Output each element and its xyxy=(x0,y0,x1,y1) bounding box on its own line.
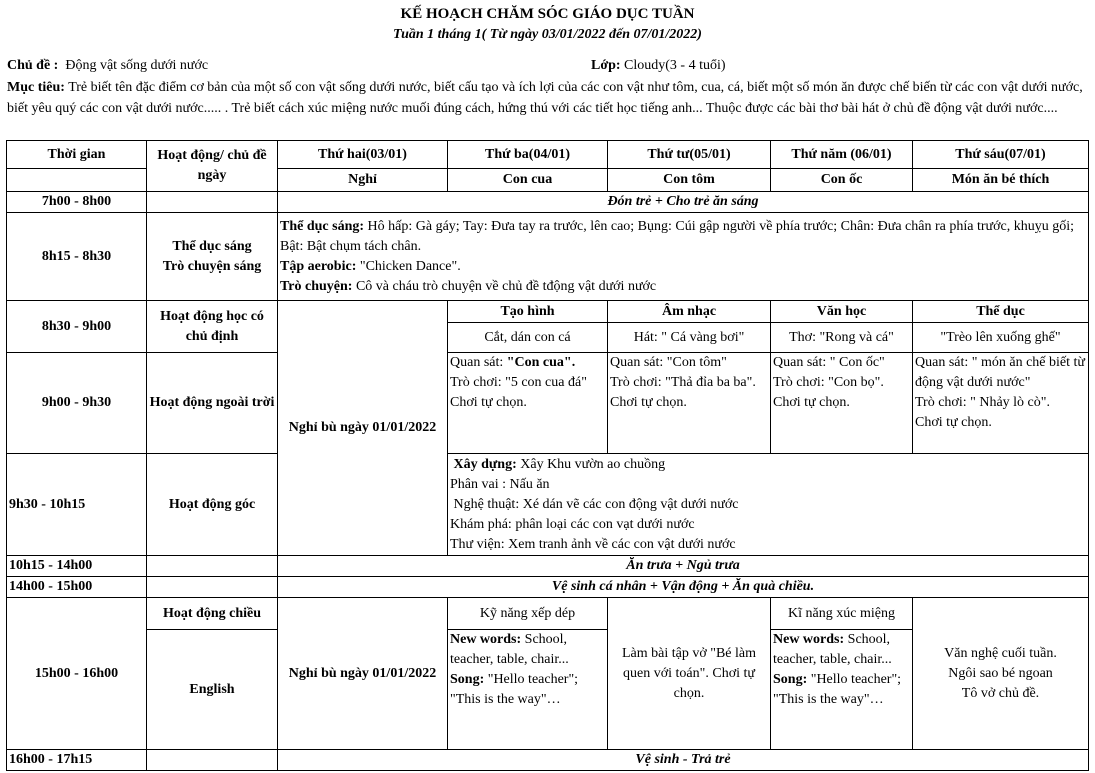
build-label: Xây dựng: xyxy=(453,456,517,472)
activity-label: Hoạt động góc xyxy=(147,454,278,556)
empty-cell xyxy=(147,577,278,598)
free-play-line: Chơi tự chọn. xyxy=(610,395,687,410)
song-text: "Hello teacher"; "This is the way"… xyxy=(450,672,579,707)
skill-cell: Kĩ năng xúc miệng xyxy=(771,598,913,630)
day-topic: Nghỉ xyxy=(278,169,448,192)
talk-text: Cô và cháu trò chuyện về chủ đề tđộng vật dưới nước xyxy=(355,278,657,294)
friday-line: Ngôi sao bé ngoan xyxy=(948,665,1053,681)
plan-title: KẾ HOẠCH CHĂM SÓC GIÁO DỤC TUẦN xyxy=(400,6,695,22)
class-label: Lớp: xyxy=(591,58,621,73)
class-line xyxy=(591,58,726,74)
time-cell: 8h15 - 8h30 xyxy=(7,213,147,301)
english-tuesday xyxy=(448,630,608,750)
build-text: Xây Khu vườn ao chuồng xyxy=(520,456,666,472)
topic-line xyxy=(7,58,208,74)
time-cell: 14h00 - 15h00 xyxy=(7,577,147,598)
aerobic-label: Tập aerobic: xyxy=(280,258,357,274)
game-line: Trò chơi: "5 con cua đá" xyxy=(450,375,587,390)
lunch-row: Ăn trưa + Ngủ trưa xyxy=(278,556,1089,577)
activity-label: Trò chuyện sáng xyxy=(162,258,262,274)
activity-label: English xyxy=(147,630,278,750)
lesson-cell: "Trèo lên xuống ghế" xyxy=(913,323,1089,353)
subject-cell: Thể dục xyxy=(913,301,1089,323)
time-cell: 8h30 - 9h00 xyxy=(7,301,147,353)
day-header: Thứ năm (06/01) xyxy=(771,141,913,169)
time-cell: 16h00 - 17h15 xyxy=(7,750,147,771)
outdoor-thursday xyxy=(771,353,913,454)
lesson-cell: Hát: " Cá vàng bơi" xyxy=(608,323,771,353)
aerobic-text: "Chicken Dance". xyxy=(359,258,461,274)
day-header: Thứ tư(05/01) xyxy=(608,141,771,169)
exercise-label: Thể dục sáng: xyxy=(280,218,365,234)
topic-value: Động vật sống dưới nước xyxy=(65,58,209,73)
header-time: Thời gian xyxy=(7,141,147,169)
friday-afternoon xyxy=(913,598,1089,750)
free-play-line: Chơi tự chọn. xyxy=(450,395,527,410)
friday-line: Văn nghệ cuối tuần. xyxy=(944,645,1057,661)
song-label: Song: xyxy=(773,672,808,687)
header-activity: Hoạt động/ chủ đề ngày xyxy=(147,141,278,192)
day-topic: Món ăn bé thích xyxy=(913,169,1089,192)
new-words-text: School, teacher, table, chair... xyxy=(450,632,569,667)
morning-exercise-details xyxy=(278,213,1089,301)
day-topic: Con ốc xyxy=(771,169,913,192)
corner-line: Phân vai : Nấu ăn xyxy=(450,476,550,492)
empty-cell xyxy=(147,556,278,577)
talk-label: Trò chuyện: xyxy=(280,278,353,294)
day-topic: Con tôm xyxy=(608,169,771,192)
obs-line: Quan sát: " Con ốc" xyxy=(773,355,885,370)
activity-label: Hoạt động chiều xyxy=(147,598,278,630)
goal-label: Mục tiêu: xyxy=(7,80,65,95)
free-play-line: Chơi tự chọn. xyxy=(773,395,850,410)
holiday-cell: Nghỉ bù ngày 01/01/2022 xyxy=(278,301,448,556)
goal-text: Trẻ biết tên đặc điểm cơ bản của một số con vật sống dưới nước, biết cấu tạo và ích lợi của các con vật như tôm, cua, cá, biết một số món ăn được chế biến từ các con vật dưới nước, biết yêu quý các con vật dưới nước..... . Trẻ biết cách xúc miệng nước muối đúng cách, hứng thú với các tiết học tiếng anh... Thuộc được các bài thơ bài hát ở chủ đề động vật dưới nước.... xyxy=(7,80,1083,116)
afternoon-care-row: Vệ sinh cá nhân + Vận động + Ăn quà chiều. xyxy=(278,577,1089,598)
english-thursday xyxy=(771,630,913,750)
empty-cell xyxy=(7,169,147,192)
time-cell: 9h30 - 10h15 xyxy=(7,454,147,556)
time-cell: 10h15 - 14h00 xyxy=(7,556,147,577)
corner-activity-details xyxy=(448,454,1089,556)
obs-line: Quan sát: "Con tôm" xyxy=(610,355,727,370)
new-words-text: School, teacher, table, chair... xyxy=(773,632,892,667)
activity-label: Hoạt động ngoài trời xyxy=(147,353,278,454)
corner-line: Nghệ thuật: Xé dán vẽ các con động vật dưới nước xyxy=(453,496,739,512)
lesson-cell: Thơ: "Rong và cá" xyxy=(771,323,913,353)
corner-line: Khám phá: phân loại các con vạt dưới nước xyxy=(450,516,695,532)
song-label: Song: xyxy=(450,672,485,687)
game-line: Trò chơi: " Nhảy lò cò". xyxy=(915,395,1050,410)
activity-label: Thể dục sáng xyxy=(172,238,252,254)
wednesday-afternoon: Làm bài tập vở "Bé làm quen với toán". Chơi tự chọn. xyxy=(608,598,771,750)
subject-cell: Âm nhạc xyxy=(608,301,771,323)
day-header: Thứ ba(04/01) xyxy=(448,141,608,169)
outdoor-tuesday xyxy=(448,353,608,454)
obs-line: Quan sát: " món ăn chế biết từ động vật dưới nước" xyxy=(915,355,1085,390)
empty-cell xyxy=(147,750,278,771)
obs-value: "Con cua". xyxy=(506,355,576,370)
time-cell: 7h00 - 8h00 xyxy=(7,192,147,213)
weekly-plan-table xyxy=(6,140,1089,771)
outdoor-friday xyxy=(913,353,1089,454)
obs-label: Quan sát: xyxy=(450,355,504,370)
class-value: Cloudy(3 - 4 tuổi) xyxy=(624,58,726,73)
day-header: Thứ hai(03/01) xyxy=(278,141,448,169)
subject-cell: Văn học xyxy=(771,301,913,323)
pickup-row: Vệ sinh - Trả trẻ xyxy=(278,750,1089,771)
subject-cell: Tạo hình xyxy=(448,301,608,323)
activity-label: Hoạt động học có chủ định xyxy=(147,301,278,353)
skill-cell: Kỹ năng xếp dép xyxy=(448,598,608,630)
day-header: Thứ sáu(07/01) xyxy=(913,141,1089,169)
game-line: Trò chơi: "Thả đỉa ba ba". xyxy=(610,375,756,390)
corner-line: Thư viện: Xem tranh ảnh về các con vật dưới nước xyxy=(450,536,736,552)
free-play-line: Chơi tự chọn. xyxy=(915,415,992,430)
new-words-label: New words: xyxy=(450,632,522,647)
day-topic: Con cua xyxy=(448,169,608,192)
topic-label: Chủ đề : xyxy=(7,58,59,73)
outdoor-wednesday xyxy=(608,353,771,454)
song-text: "Hello teacher"; "This is the way"… xyxy=(773,672,902,707)
holiday-cell: Nghỉ bù ngày 01/01/2022 xyxy=(278,598,448,750)
game-line: Trò chơi: "Con bọ". xyxy=(773,375,884,390)
exercise-text: Hô hấp: Gà gáy; Tay: Đưa tay ra trước, lên cao; Bụng: Cúi gập người về phía trước; Chân: Đưa chân ra phía trước, khuỵu gối; Bật: Bật chụm tách chân. xyxy=(280,218,1074,254)
new-words-label: New words: xyxy=(773,632,845,647)
lesson-cell: Cắt, dán con cá xyxy=(448,323,608,353)
plan-subtitle: Tuần 1 tháng 1( Từ ngày 03/01/2022 đến 07/01/2022) xyxy=(393,27,702,42)
friday-line: Tô vở chủ đề. xyxy=(961,685,1040,701)
empty-cell xyxy=(147,192,278,213)
goal-paragraph xyxy=(7,78,1087,119)
welcome-row: Đón trẻ + Cho trẻ ăn sáng xyxy=(278,192,1089,213)
time-cell: 15h00 - 16h00 xyxy=(7,598,147,750)
time-cell: 9h00 - 9h30 xyxy=(7,353,147,454)
morning-activity-cell xyxy=(147,213,278,301)
